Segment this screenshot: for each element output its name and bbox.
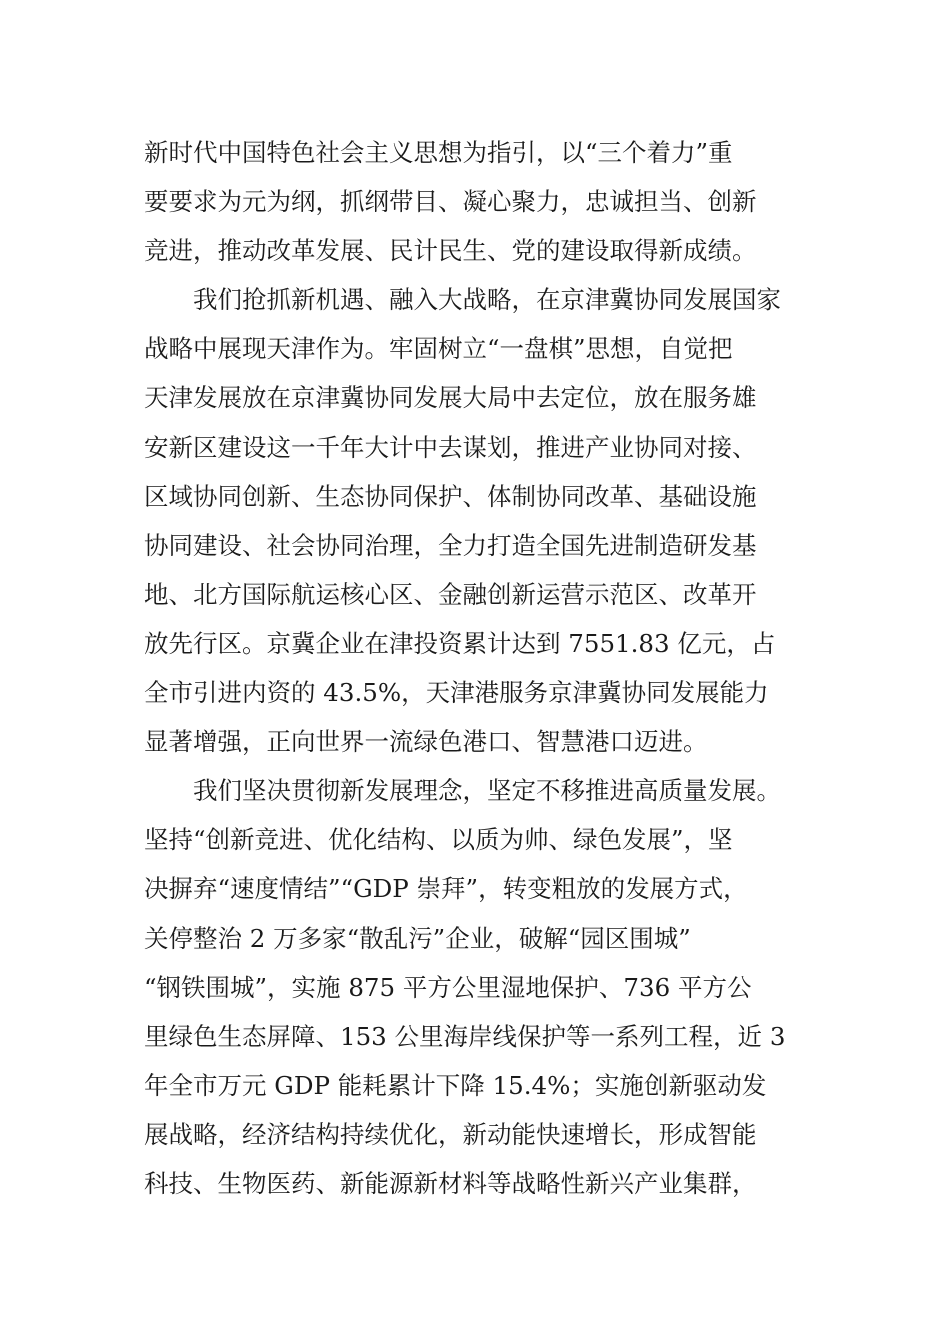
- document-body: [144, 128, 808, 1208]
- text-line: “钢铁围城”，实施 875 平方公里湿地保护、736 平方公: [144, 972, 752, 1002]
- text-line: 坚持“创新竞进、优化结构、以质为帅、绿色发展”，坚: [144, 825, 733, 855]
- text-line: 协同建设、社会协同治理，全力打造全国先进制造研发基: [144, 530, 757, 560]
- text-line: 地、北方国际航运核心区、金融创新运营示范区、改革开: [144, 579, 757, 609]
- text-line: 区域协同创新、生态协同保护、体制协同改革、基础设施: [144, 481, 757, 511]
- text-line: 放先行区。京冀企业在津投资累计达到 7551.83 亿元，占: [144, 628, 776, 658]
- text-line: 科技、生物医药、新能源新材料等战略性新兴产业集群，: [144, 1168, 757, 1198]
- text-line: 全市引进内资的 43.5%，天津港服务京津冀协同发展能力: [144, 678, 769, 708]
- text-line: 决摒弃“速度情结”“GDP 崇拜”，转变粗放的发展方式，: [144, 874, 748, 904]
- text-line: 展战略，经济结构持续优化，新动能快速增长，形成智能: [144, 1119, 757, 1149]
- text-line: 安新区建设这一千年大计中去谋划，推进产业协同对接、: [144, 432, 757, 462]
- paragraph-1: [144, 128, 808, 275]
- text-line: 要要求为元为纲，抓纲带目、凝心聚力，忠诚担当、创新: [144, 187, 757, 217]
- text-line: 天津发展放在京津冀协同发展大局中去定位，放在服务雄: [144, 383, 757, 413]
- text-line: 里绿色生态屏障、153 公里海岸线保护等一系列工程，近 3: [144, 1021, 786, 1051]
- text-line: 我们抢抓新机遇、融入大战略，在京津冀协同发展国家: [144, 285, 781, 315]
- text-line: 新时代中国特色社会主义思想为指引，以“三个着力”重: [144, 138, 733, 167]
- text-line: 年全市万元 GDP 能耗累计下降 15.4%；实施创新驱动发: [144, 1070, 767, 1100]
- text-line: 竞进，推动改革发展、民计民生、党的建设取得新成绩。: [144, 236, 757, 266]
- text-line: 显著增强，正向世界一流绿色港口、智慧港口迈进。: [144, 727, 708, 757]
- paragraph-2: [144, 275, 808, 766]
- text-line: 我们坚决贯彻新发展理念，坚定不移推进高质量发展。: [144, 776, 781, 806]
- text-line: 关停整治 2 万多家“散乱污”企业，破解“园区围城”: [144, 923, 691, 953]
- text-line: 战略中展现天津作为。牢固树立“一盘棋”思想，自觉把: [144, 334, 733, 364]
- paragraph-3: [144, 766, 808, 1208]
